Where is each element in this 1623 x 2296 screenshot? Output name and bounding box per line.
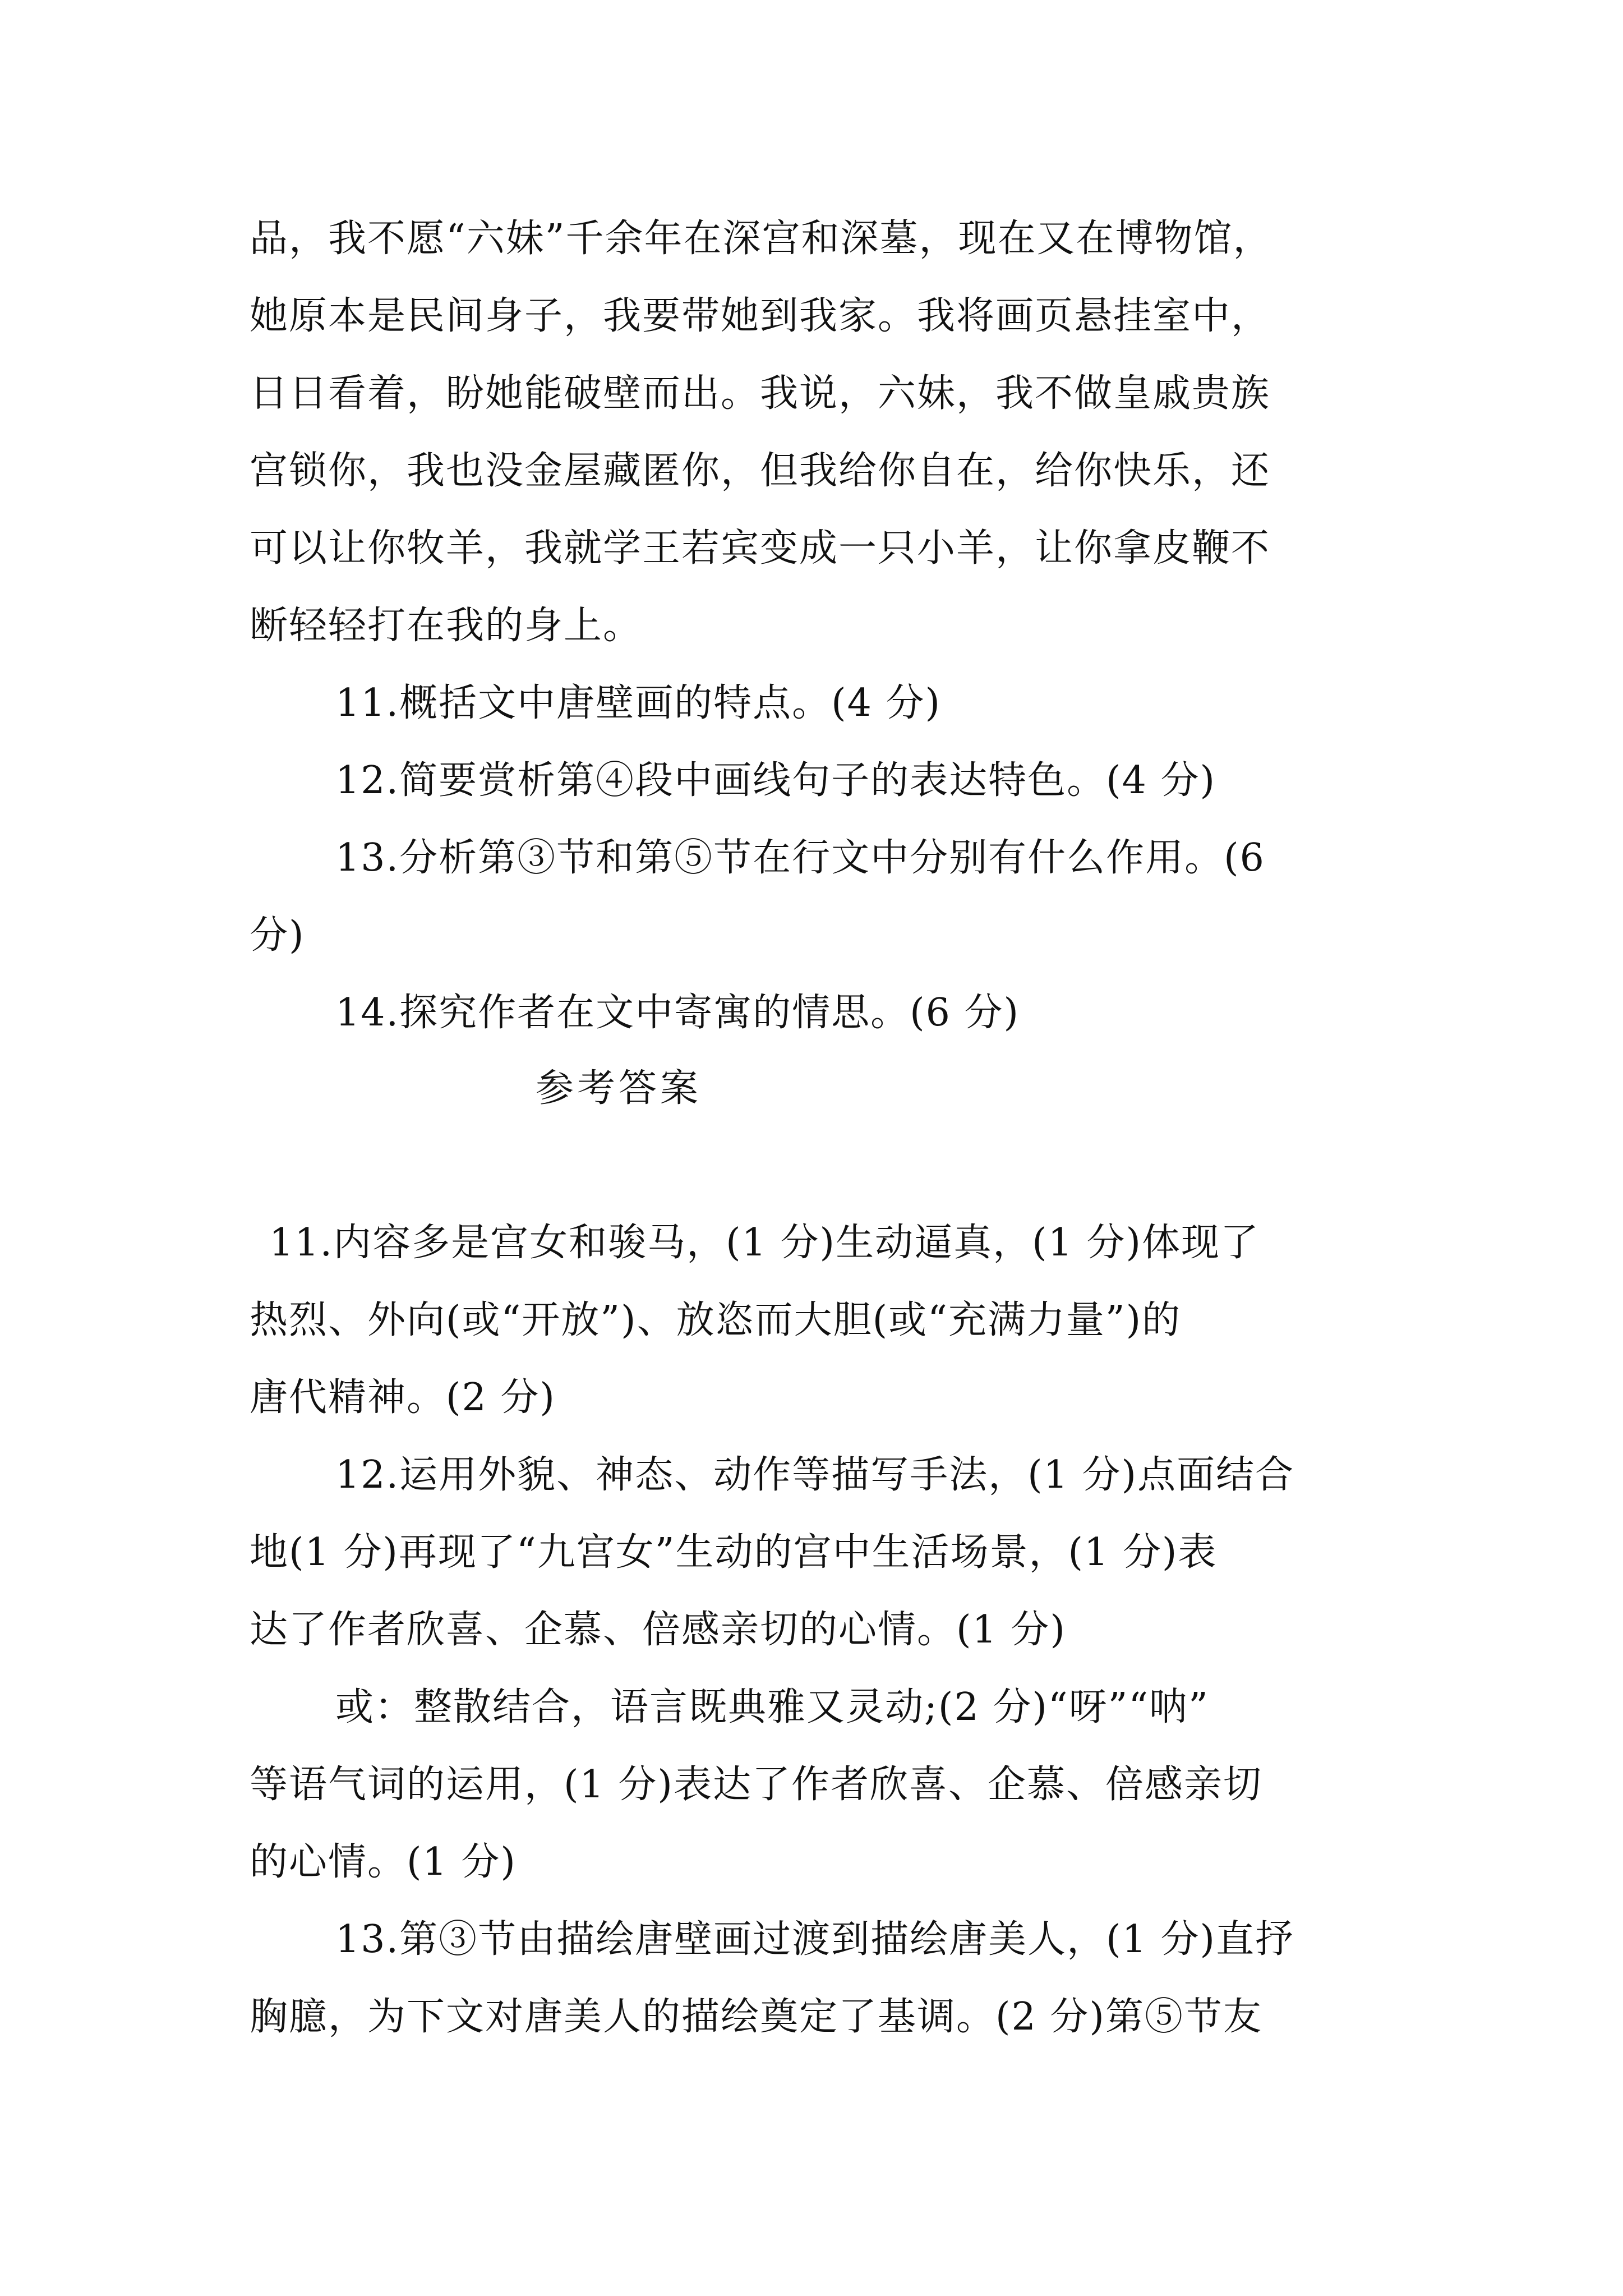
question-13: 13.分析第③节和第⑤节在行文中分别有什么作用。(6 — [335, 836, 1265, 880]
question-11: 11.概括文中唐壁画的特点。(4 分) — [335, 681, 942, 725]
answer-12-line: 12.运用外貌、神态、动作等描写手法，(1 分)点面结合 — [335, 1453, 1295, 1497]
passage-line: 品，我不愿“六妹”千余年在深宫和深墓，现在又在博物馆， — [250, 217, 1272, 261]
answer-12-line: 达了作者欣喜、企慕、倍感亲切的心情。(1 分) — [250, 1608, 1066, 1652]
passage-line: 她原本是民间身子，我要带她到我家。我将画页悬挂室中， — [250, 294, 1271, 338]
passage-line: 宫锁你，我也没金屋藏匿你，但我给你自在，给你快乐，还 — [250, 449, 1271, 493]
answer-heading: 参考答案 — [536, 1066, 702, 1111]
passage-line: 断轻轻打在我的身上。 — [250, 604, 643, 648]
answer-13-line: 胸臆，为下文对唐美人的描绘奠定了基调。(2 分)第⑤节友 — [250, 1995, 1262, 2039]
question-12: 12.简要赏析第④段中画线句子的表达特色。(4 分) — [335, 758, 1216, 803]
answer-11-line: 唐代精神。(2 分) — [250, 1375, 556, 1420]
question-14: 14.探究作者在文中寄寓的情思。(6 分) — [335, 991, 1020, 1035]
question-13-continued: 分) — [250, 913, 305, 958]
answer-13-line: 13.第③节由描绘唐壁画过渡到描绘唐美人，(1 分)直抒 — [335, 1917, 1295, 1962]
answer-12-alt-line: 等语气词的运用，(1 分)表达了作者欣喜、企慕、倍感亲切 — [250, 1763, 1262, 1807]
answer-12-alt-line: 或：整散结合，语言既典雅又灵动;(2 分)“呀”“呐” — [335, 1685, 1209, 1729]
answer-12-alt-line: 的心情。(1 分) — [250, 1840, 517, 1884]
answer-12-line: 地(1 分)再现了“九宫女”生动的宫中生活场景，(1 分)表 — [250, 1530, 1218, 1575]
answer-11-line: 热烈、外向(或“开放”)、放恣而大胆(或“充满力量”)的 — [250, 1298, 1182, 1342]
answer-11-line: 11.内容多是宫女和骏马，(1 分)生动逼真，(1 分)体现了 — [269, 1221, 1260, 1265]
passage-line: 日日看着，盼她能破壁而出。我说，六妹，我不做皇戚贵族 — [250, 371, 1271, 416]
passage-line: 可以让你牧羊，我就学王若宾变成一只小羊，让你拿皮鞭不 — [250, 526, 1271, 570]
